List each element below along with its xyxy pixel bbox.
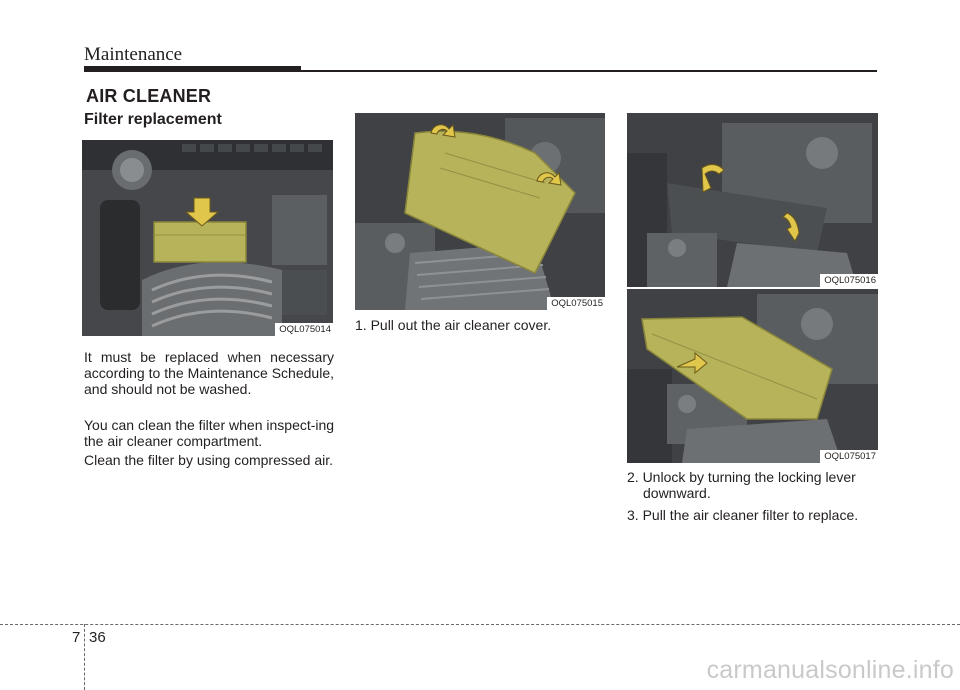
figure-code: OQL075016 xyxy=(820,274,878,287)
page-number: 36 xyxy=(89,629,106,646)
sub-heading: Filter replacement xyxy=(84,111,222,128)
footer-divider xyxy=(0,624,960,625)
footer-vertical-divider xyxy=(84,624,85,690)
figure-code: OQL075014 xyxy=(275,323,333,336)
step-1: 1. Pull out the air cleaner cover. xyxy=(355,317,552,333)
engine-bay-photo-icon xyxy=(355,113,605,310)
figure-code: OQL075017 xyxy=(820,450,878,463)
header-rule-thin xyxy=(301,70,877,72)
header-title: Maintenance xyxy=(84,44,183,65)
figure-code: OQL075015 xyxy=(547,297,605,310)
figure-4 xyxy=(627,289,878,463)
engine-bay-photo-icon xyxy=(627,113,878,287)
paragraph-compressed-air: Clean the filter by using compressed air. xyxy=(84,452,334,468)
paragraph-cleaning-note: You can clean the filter when inspect-ing the air cleaner compartment. xyxy=(84,417,335,449)
figure-3 xyxy=(627,113,878,287)
watermark: carmanualsonline.info xyxy=(706,656,954,684)
figure-2 xyxy=(355,113,605,310)
chapter-number: 7 xyxy=(72,629,81,646)
engine-bay-photo-icon xyxy=(82,140,333,336)
step-2: 2. Unlock by turning the locking lever downward. xyxy=(627,469,856,501)
header-rule-thick xyxy=(84,66,301,72)
step-3: 3. Pull the air cleaner filter to replace. xyxy=(627,507,859,523)
engine-bay-photo-icon xyxy=(627,289,878,463)
section-heading: AIR CLEANER xyxy=(86,86,212,106)
paragraph-replacement-note: It must be replaced when necessary according to the Maintenance Schedule, and should not be washed. xyxy=(84,349,334,397)
figure-1 xyxy=(82,140,333,336)
